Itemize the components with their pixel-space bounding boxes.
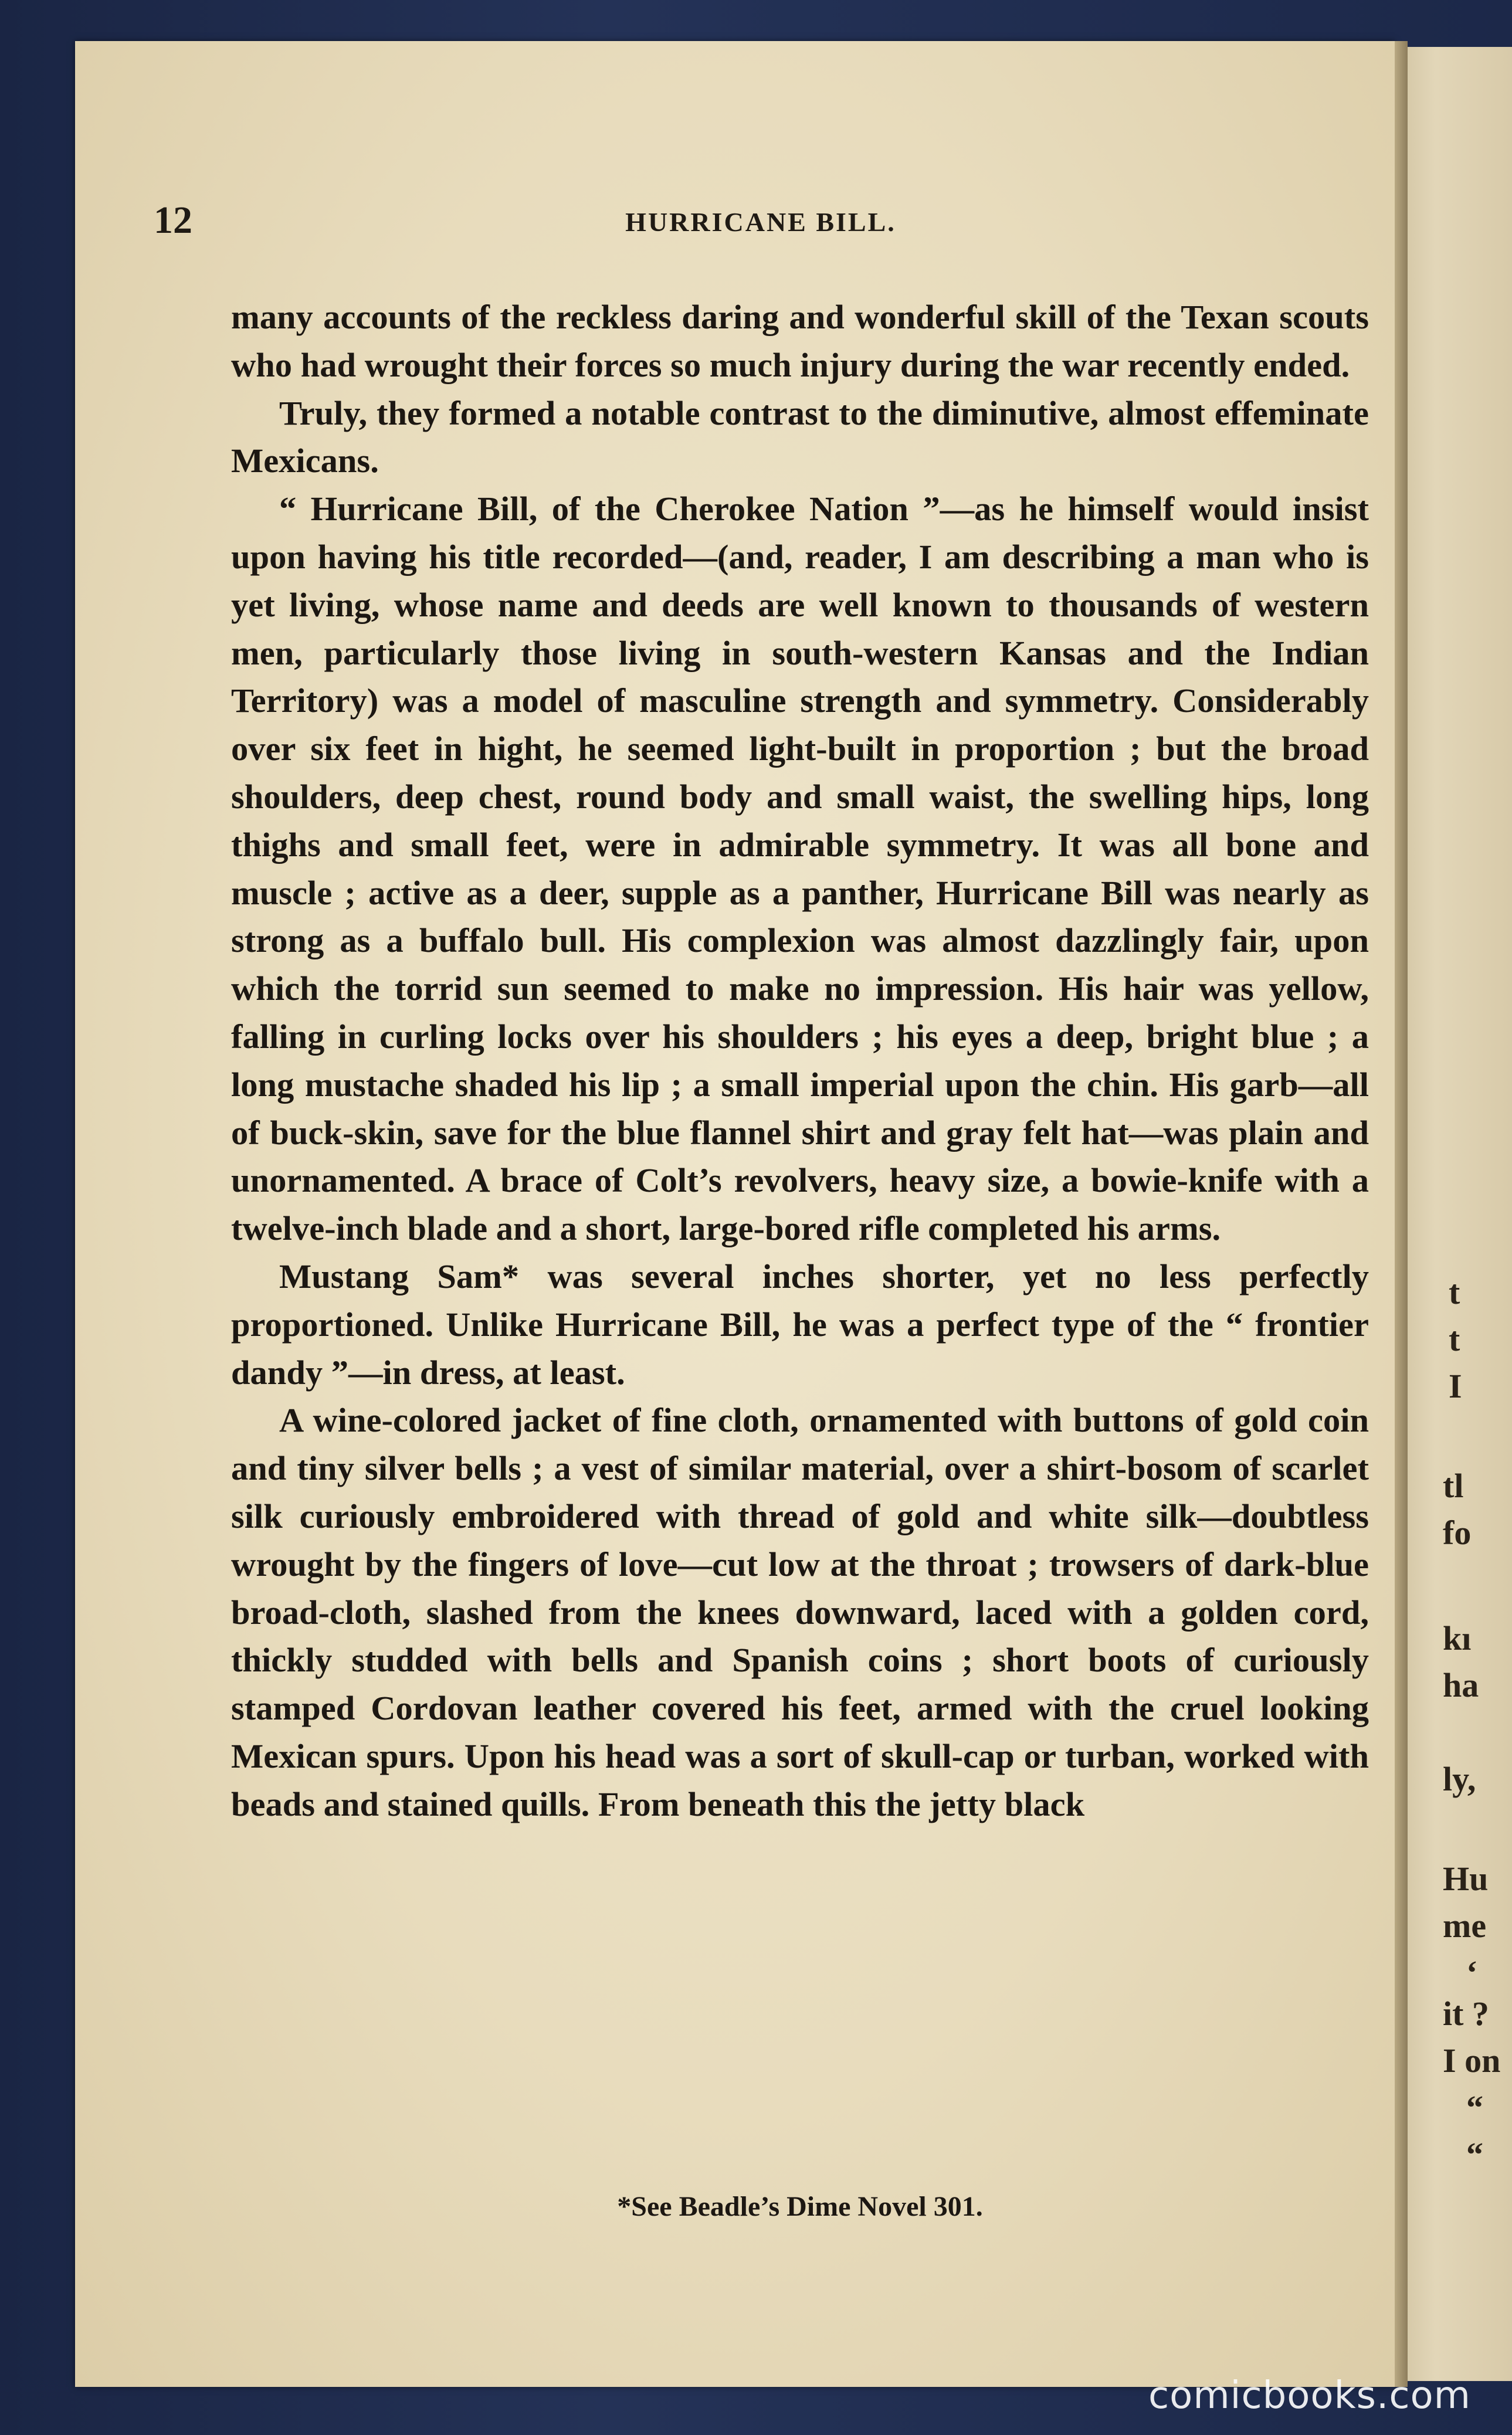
facing-page-fragment: t [1449,1273,1460,1311]
facing-page-fragment: kı [1443,1619,1472,1657]
paragraph: Truly, they formed a notable contrast to the diminutive, almost effeminate Mexicans. [231,394,1369,480]
facing-page-fragment: fo [1443,1514,1472,1552]
facing-page-fragment: ‘ [1466,1954,1478,1992]
facing-page-fragment: Hu [1443,1860,1489,1898]
facing-page-fragment: me [1443,1907,1487,1945]
facing-page-fragment: t [1449,1320,1460,1358]
running-head: HURRICANE BILL. [625,207,896,237]
page-number: 12 [154,199,192,242]
facing-page-fragment: ha [1443,1666,1479,1704]
facing-page-fragment: ly, [1443,1760,1476,1798]
paragraph: many accounts of the reckless daring and wonderful skill of the Texan scouts who had wrought their forces so much injury during the war recently ended. [231,298,1369,384]
facing-page-fragment: tl [1443,1467,1464,1505]
footnote: *See Beadle’s Dime Novel 301. [617,2191,983,2222]
facing-page-fragment: I [1449,1367,1462,1405]
body-text [231,293,1369,1829]
paragraph: “ Hurricane Bill, of the Cherokee Nation ”—as he himself would insist upon having his title recorded—(and, reader, I am describing a man who is yet living, whose name and deeds are well known to thousands of western men, particularly those living in south-western Kansas and the Indian Territory) was a model of masculine strength and symmetry. Considerably over six feet in hight, he seemed light-built in proportion ; but the broad shoulders, deep chest, round body and small waist, the swelling hips, long thighs and small feet, were in admirable symmetry. It was all bone and muscle ; active as a deer, supple as a panther, Hurricane Bill was nearly as strong as a buffalo bull. His complexion was almost dazzlingly fair, upon which the torrid sun seemed to make no impression. His hair was yellow, falling in curling locks over his shoulders ; his eyes a deep, bright blue ; a long mustache shaded his lip ; a small imperial upon the chin. His garb—all of buck-skin, save for the blue flannel shirt and gray felt hat—was plain and unornamented. A brace of Colt’s revolvers, heavy size, a bowie-knife with a twelve-inch blade and a short, large-bored rifle completed his arms. [231,490,1369,1248]
facing-page-fragment: “ [1466,2135,1483,2173]
facing-page-fragment: “ [1466,2088,1483,2127]
facing-page-fragment: I on [1443,2041,1501,2080]
page-gutter [1395,41,1408,2387]
paragraph: A wine-colored jacket of fine cloth, ornamented with buttons of gold coin and tiny silver bells ; a vest of similar material, over a shirt-bosom of scarlet silk curiously embroidered with thread of gold and white silk—doubtless wrought by the fingers of love—cut low at the throat ; trowsers of dark-blue broad-cloth, slashed from the knees downward, laced with a golden cord, thickly studded with bells and Spanish coins ; short boots of curiously stamped Cordovan leather covered his feet, armed with the cruel looking Mexican spurs. Upon his head was a sort of skull-cap or turban, worked with beads and stained quills. From beneath this the jetty black [231,1401,1369,1823]
facing-page-fragment: it ? [1443,1995,1489,2033]
watermark: comicbooks.com [1148,2374,1471,2417]
page-header [154,198,1368,245]
paragraph: Mustang Sam* was several inches shorter, yet no less perfectly proportioned. Unlike Hurricane Bill, he was a perfect type of the “ frontier dandy ”—in dress, at least. [231,1257,1369,1392]
